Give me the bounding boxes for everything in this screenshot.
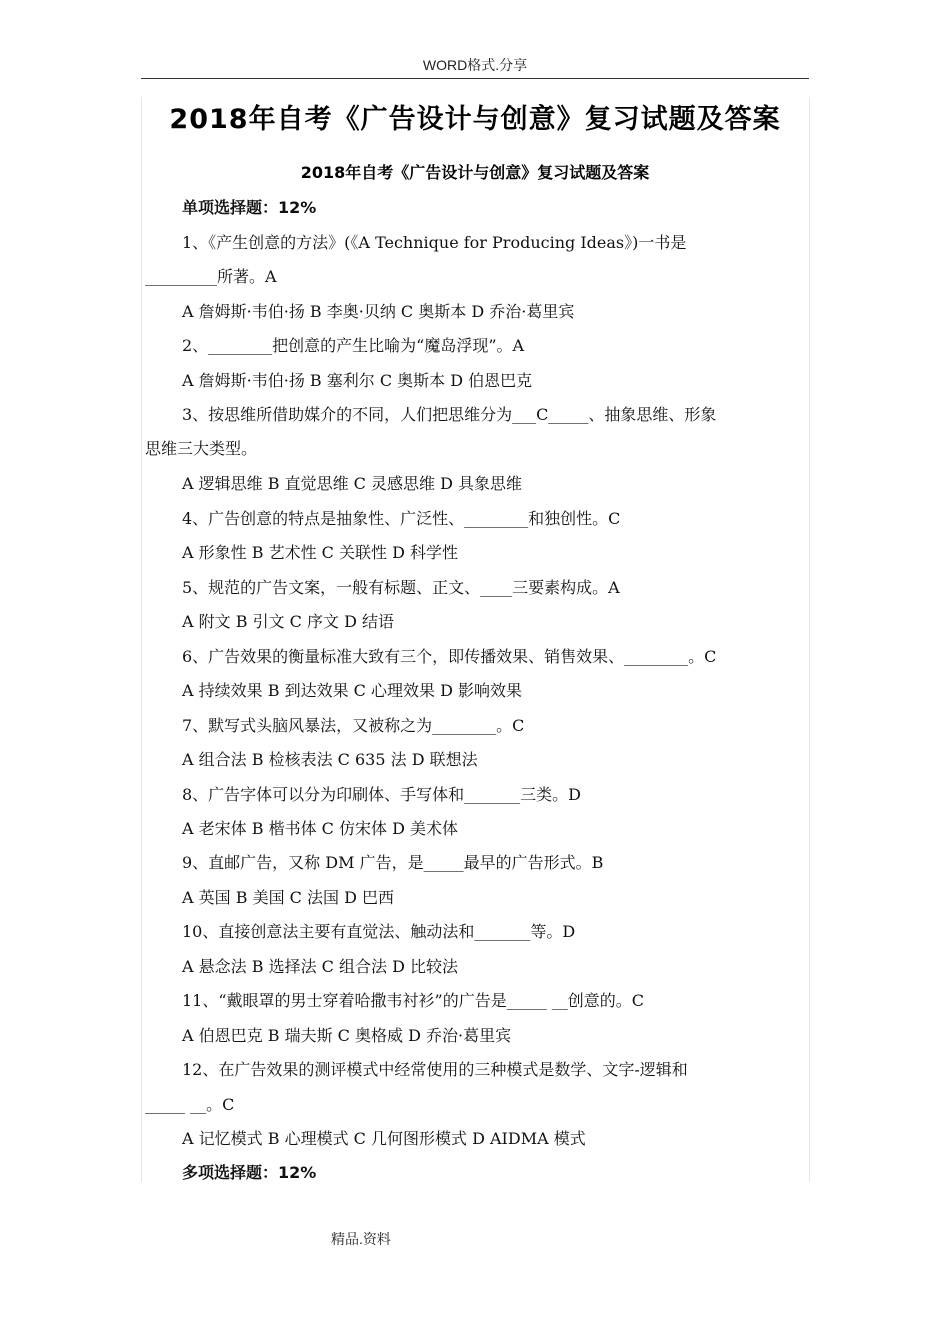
document-title: 2018年自考《广告设计与创意》复习试题及答案 <box>169 104 781 135</box>
question-1-continued: _________所著。A <box>145 267 277 286</box>
options-10: A 悬念法 B 选择法 C 组合法 D 比较法 <box>182 957 458 976</box>
question-3-continued: 思维三大类型。 <box>145 439 258 458</box>
question-10: 10、直接创意法主要有直觉法、触动法和_______等。D <box>182 922 576 941</box>
options-5: A 附文 B 引文 C 序文 D 结语 <box>182 612 394 631</box>
question-4: 4、广告创意的特点是抽象性、广泛性、________和独创性。C <box>182 509 621 528</box>
page-footer: 精品.资料 <box>331 1231 391 1247</box>
options-7: A 组合法 B 检核表法 C 635 法 D 联想法 <box>182 750 478 769</box>
header-rule <box>141 78 809 79</box>
section-heading-multiple-choice: 多项选择题：12% <box>182 1163 317 1182</box>
page-frame <box>141 97 810 1182</box>
options-12: A 记忆模式 B 心理模式 C 几何图形模式 D AIDMA 模式 <box>182 1129 586 1148</box>
question-3: 3、按思维所借助媒介的不同，人们把思维分为___C_____、抽象思维、形象 <box>182 405 717 424</box>
question-7: 7、默写式头脑风暴法，又被称之为________。C <box>182 716 525 735</box>
options-9: A 英国 B 美国 C 法国 D 巴西 <box>182 888 394 907</box>
options-2: A 詹姆斯·韦伯·扬 B 塞利尔 C 奥斯本 D 伯恩巴克 <box>182 371 533 390</box>
question-12: 12、在广告效果的测评模式中经常使用的三种模式是数学、文字-逻辑和 <box>182 1060 688 1079</box>
options-6: A 持续效果 B 到达效果 C 心理效果 D 影响效果 <box>182 681 522 700</box>
question-11: 11、“戴眼罩的男士穿着哈撒韦衬衫”的广告是_____ __创意的。C <box>182 991 645 1010</box>
options-1: A 詹姆斯·韦伯·扬 B 李奥·贝纳 C 奥斯本 D 乔治·葛里宾 <box>182 302 575 321</box>
page-header: WORD格式.分享 <box>422 57 528 73</box>
options-4: A 形象性 B 艺术性 C 关联性 D 科学性 <box>182 543 458 562</box>
question-8: 8、广告字体可以分为印刷体、手写体和_______三类。D <box>182 785 582 804</box>
question-2: 2、________把创意的产生比喻为“魔岛浮现”。A <box>182 336 525 355</box>
options-11: A 伯恩巴克 B 瑞夫斯 C 奥格威 D 乔治·葛里宾 <box>182 1026 512 1045</box>
question-5: 5、规范的广告文案，一般有标题、正文、____三要素构成。A <box>182 578 620 597</box>
section-heading-single-choice: 单项选择题：12% <box>182 198 317 217</box>
document-subtitle: 2018年自考《广告设计与创意》复习试题及答案 <box>300 163 650 182</box>
options-8: A 老宋体 B 楷书体 C 仿宋体 D 美术体 <box>182 819 458 838</box>
question-6: 6、广告效果的衡量标准大致有三个，即传播效果、销售效果、________。C <box>182 647 717 666</box>
options-3: A 逻辑思维 B 直觉思维 C 灵感思维 D 具象思维 <box>182 474 522 493</box>
question-1: 1、《产生创意的方法》(《A Technique for Producing Ideas》)一书是 <box>182 233 687 252</box>
question-12-continued: _____ __。C <box>145 1095 235 1114</box>
question-9: 9、直邮广告，又称 DM 广告，是_____最早的广告形式。B <box>182 853 604 872</box>
